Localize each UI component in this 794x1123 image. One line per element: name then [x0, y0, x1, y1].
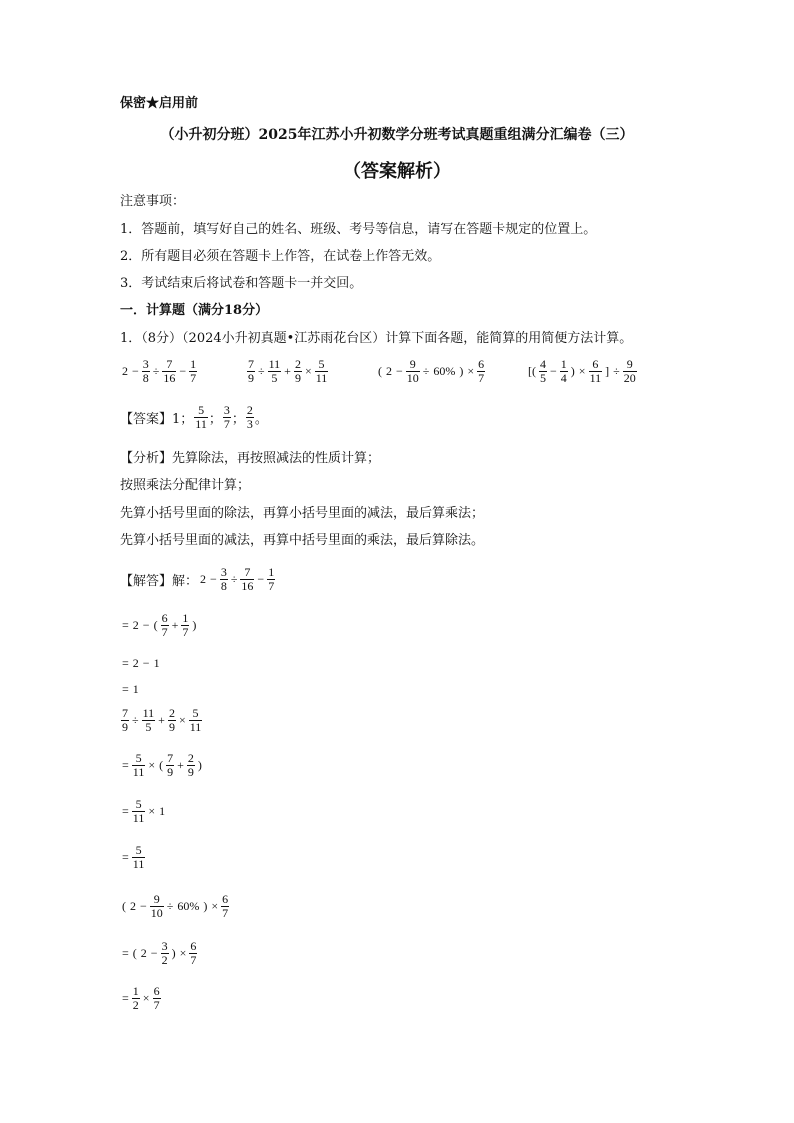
- fraction: $\frac{7}{9}$: [167, 751, 174, 779]
- fraction: $\frac{5}{11}$: [189, 706, 202, 734]
- fraction: $\frac{2}{9}$: [187, 751, 194, 779]
- fraction: $\frac{2}{9}$: [294, 357, 301, 385]
- fraction: $\frac{7}{16}$: [163, 357, 176, 385]
- fraction: $\frac{1}{2}$: [132, 984, 139, 1012]
- fraction: $\frac{1}{7}$: [182, 611, 189, 639]
- problem-expression-1: 2 − $\frac{3}{8}$ ÷ $\frac{7}{16}$ − $\frac{1}{7}$: [122, 357, 197, 385]
- fraction: $\frac{1}{7}$: [190, 357, 197, 385]
- solution-step: = $\frac{5}{11}$ × 1: [122, 797, 166, 825]
- secret-mark: 保密★启用前: [120, 96, 199, 111]
- solution-step: = 2 − 1: [122, 655, 160, 670]
- analysis-line-1: 【分析】先算除法，再按照减法的性质计算；: [120, 451, 381, 466]
- problem-expression-4: [( $\frac{4}{5}$ − $\frac{1}{4}$ ) × $\frac{6}{11}$ ] ÷ $\frac{9}{20}$: [528, 357, 636, 385]
- solution-step: = $\frac{1}{2}$ × $\frac{6}{7}$: [122, 984, 160, 1012]
- fraction: $\frac{6}{7}$: [153, 984, 160, 1012]
- notice-item-1: 1．答题前，填写好自己的姓名、班级、考号等信息，请写在答题卡规定的位置上。: [120, 222, 597, 237]
- document-subtitle: （答案解析）: [343, 161, 451, 182]
- fraction: $\frac{3}{8}$: [220, 565, 227, 593]
- fraction: $\frac{6}{7}$: [222, 892, 229, 920]
- analysis-line-3: 先算小括号里面的除法，再算小括号里面的减法，最后算乘法；: [120, 506, 485, 521]
- fraction: $\frac{11}{5}$: [142, 706, 155, 734]
- fraction: $\frac{2}{3}$: [246, 403, 253, 431]
- fraction: $\frac{7}{16}$: [241, 565, 254, 593]
- document-title: （小升初分班）2025年江苏小升初数学分班考试真题重组满分汇编卷（三）: [160, 127, 634, 143]
- answer-line: 【答案】1； $\frac{5}{11}$ ； $\frac{3}{7}$ ； $\frac{2}{3}$ 。: [120, 403, 268, 431]
- notice-item-2: 2．所有题目必须在答题卡上作答，在试卷上作答无效。: [120, 249, 441, 264]
- fraction: $\frac{11}{5}$: [268, 357, 281, 385]
- fraction: $\frac{9}{10}$: [406, 357, 419, 385]
- notice-item-3: 3．考试结束后将试卷和答题卡一并交回。: [120, 276, 363, 291]
- solution-step: = $\frac{5}{11}$: [122, 843, 145, 871]
- fraction: $\frac{9}{20}$: [623, 357, 636, 385]
- fraction: $\frac{7}{9}$: [248, 357, 254, 385]
- fraction: $\frac{3}{2}$: [161, 939, 168, 967]
- fraction: $\frac{5}{11}$: [195, 403, 207, 431]
- fraction: $\frac{7}{9}$: [122, 706, 128, 734]
- fraction: $\frac{1}{4}$: [560, 357, 567, 385]
- problem-expression-2: $\frac{7}{9}$ ÷ $\frac{11}{5}$ + $\frac{2}{9}$ × $\frac{5}{11}$: [248, 357, 328, 385]
- question-1-text: 1．（8分）（2024小升初真题•江苏雨花台区）计算下面各题，能简算的用简便方法计算。: [120, 331, 633, 346]
- fraction: $\frac{6}{7}$: [161, 611, 168, 639]
- fraction: $\frac{5}{11}$: [315, 357, 328, 385]
- solution-step: = 2 − ( $\frac{6}{7}$ + $\frac{1}{7}$ ): [122, 611, 197, 639]
- analysis-line-4: 先算小括号里面的减法，再算中括号里面的乘法，最后算除法。: [120, 533, 485, 548]
- fraction: $\frac{5}{11}$: [132, 751, 145, 779]
- fraction: $\frac{4}{5}$: [540, 357, 546, 385]
- fraction: $\frac{3}{8}$: [142, 357, 149, 385]
- solution-step: = $\frac{5}{11}$ × ( $\frac{7}{9}$ + $\frac{2}{9}$ ): [122, 751, 202, 779]
- solution-step: = 1: [122, 681, 139, 696]
- fraction: $\frac{3}{7}$: [223, 403, 230, 431]
- problem-expression-3: ( 2 − $\frac{9}{10}$ ÷ 60% ) × $\frac{6}{7}$: [378, 357, 485, 385]
- solution-line: 【解答】解： 2 − $\frac{3}{8}$ ÷ $\frac{7}{16}$ − $\frac{1}{7}$: [120, 565, 275, 593]
- fraction: $\frac{6}{11}$: [589, 357, 602, 385]
- fraction: $\frac{6}{7}$: [478, 357, 485, 385]
- section-heading: 一．计算题（满分18分）: [120, 303, 269, 318]
- fraction: $\frac{1}{7}$: [268, 565, 275, 593]
- notice-heading: 注意事项：: [120, 194, 186, 209]
- fraction: $\frac{6}{7}$: [190, 939, 197, 967]
- solution-step: = ( 2 − $\frac{3}{2}$ ) × $\frac{6}{7}$: [122, 939, 197, 967]
- analysis-line-2: 按照乘法分配律计算；: [120, 478, 251, 493]
- fraction: $\frac{5}{11}$: [132, 843, 145, 871]
- fraction: $\frac{2}{9}$: [168, 706, 175, 734]
- fraction: $\frac{9}{10}$: [150, 892, 163, 920]
- solution-step: ( 2 − $\frac{9}{10}$ ÷ 60% ) × $\frac{6}{7}$: [122, 892, 229, 920]
- solution-step: $\frac{7}{9}$ ÷ $\frac{11}{5}$ + $\frac{2}{9}$ × $\frac{5}{11}$: [122, 706, 202, 734]
- fraction: $\frac{5}{11}$: [132, 797, 145, 825]
